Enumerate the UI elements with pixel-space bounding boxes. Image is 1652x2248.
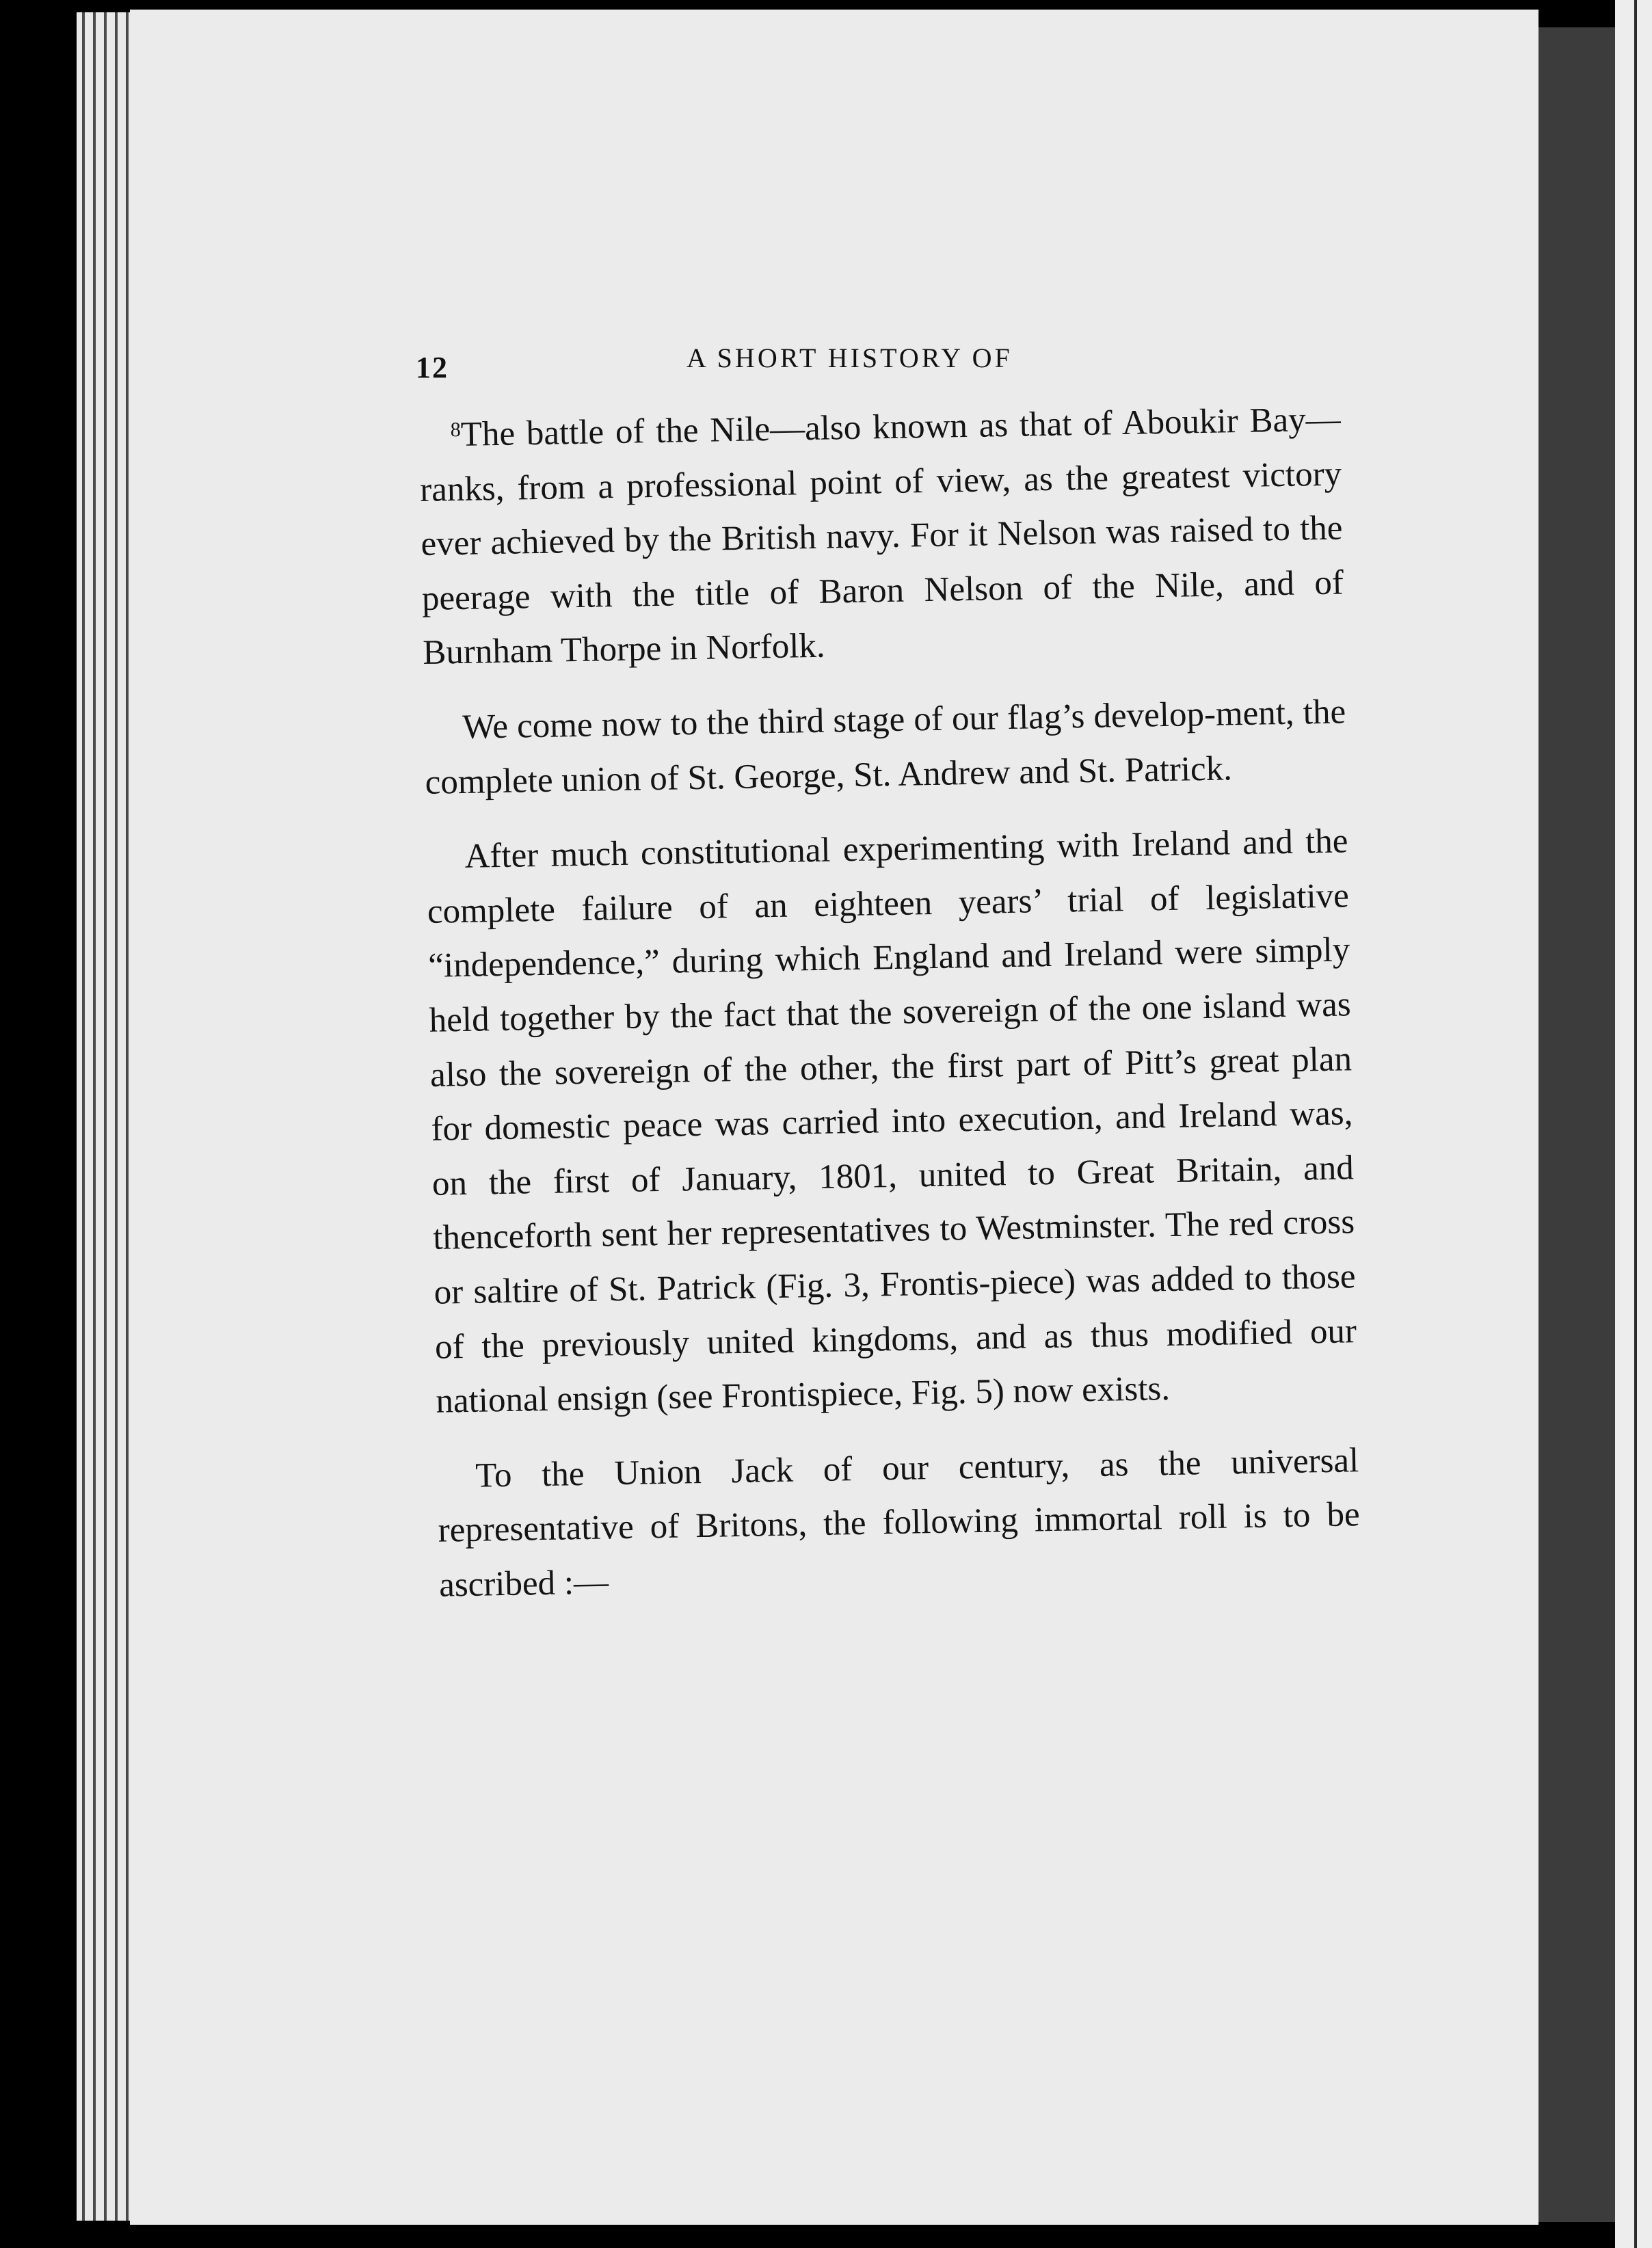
paragraph-text: The battle of the Nile—also known as that of Aboukir Bay—ranks, from a professional point of view, as the greatest victory ever achieved by the British navy. For it Nelson was raised to the peerage with the title of Baron Nelson of the Nile, and of Burnham Thorpe in Norfolk. — [419, 400, 1344, 673]
paragraph-third-stage: We come now to the third stage of our flag’s develop-ment, the complete union of St. George, St. Andrew and St. Patrick. — [425, 693, 1346, 802]
book-binding-line — [1634, 0, 1637, 2248]
page-edge-line — [126, 12, 129, 2221]
paragraph-ireland-union: After much constitutional experimenting with Ireland and the complete failure of an eighteen years’ trial of legislative “independence,” during which England and Ireland were simply held together by the fact that the sovereign of the one island was also the sovereign of the other, the first part of Pitt’s great plan for domestic peace was carried into execution, and Ireland was, on the first of January, 1801, united to Great Britain, and thenceforth sent her representatives to Westminster. The red cross or saltire of St. Patrick (Fig. 3, Frontis-piece) was added to those of the previously united kingdoms, and as thus modified our national ensign (see Frontispiece, Fig. 5) now exists. — [427, 822, 1357, 1421]
book-binding — [1538, 27, 1615, 2222]
paragraph-union-jack: To the Union Jack of our century, as the universal representative of Britons, the following immortal roll is to be ascribed :— — [438, 1441, 1361, 1605]
page-body — [418, 387, 1361, 1613]
footnote-marker: 8 — [450, 418, 461, 442]
page-edge-line — [93, 12, 96, 2221]
page-edge-line — [82, 12, 85, 2221]
page-number: 12 — [416, 351, 449, 384]
page-edge-line — [104, 12, 107, 2221]
page-edges — [77, 12, 138, 2221]
running-title: A SHORT HISTORY OF — [687, 343, 1013, 373]
paragraph-nile — [418, 387, 1345, 680]
book-binding-edge — [1615, 0, 1652, 2248]
page-edge-line — [115, 12, 118, 2221]
